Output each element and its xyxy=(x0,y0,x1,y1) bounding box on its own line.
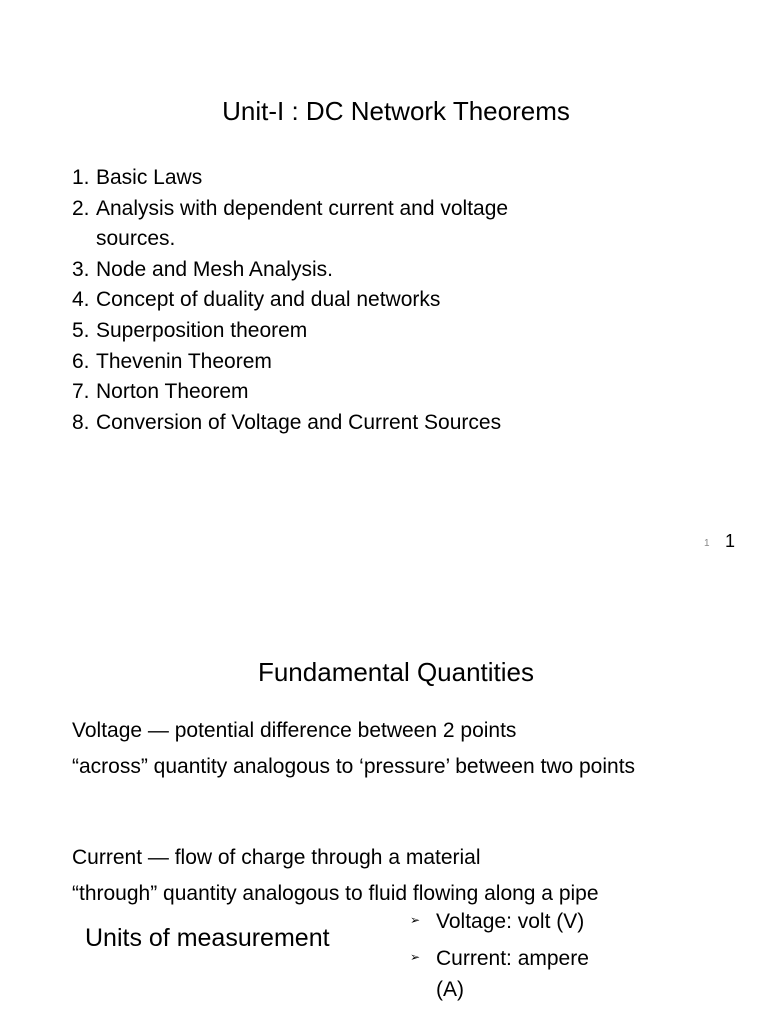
current-definition: Current — flow of charge through a material xyxy=(72,846,481,869)
list-item-number: 7. xyxy=(72,380,90,404)
list-item-text: Superposition theorem xyxy=(96,318,308,342)
list-item xyxy=(72,377,592,408)
slide-1-title: Unit-I : DC Network Theorems xyxy=(222,96,570,126)
list-item xyxy=(72,316,592,347)
slide-number-small: 1 xyxy=(704,538,710,549)
list-item-text: Voltage: volt (V) xyxy=(436,910,585,933)
list-item-number: 4. xyxy=(72,288,90,312)
list-item-number: 2. xyxy=(72,196,90,220)
list-item-text: Conversion of Voltage and Current Sources xyxy=(96,410,502,434)
slide-number: 1 xyxy=(725,531,736,551)
units-heading: Units of measurement xyxy=(85,924,330,952)
slide-2-title: Fundamental Quantities xyxy=(257,657,535,687)
list-item-number: 5. xyxy=(72,318,90,342)
list-item-number: 3. xyxy=(72,257,90,281)
list-item-text: Node and Mesh Analysis. xyxy=(96,257,333,281)
list-item xyxy=(72,408,592,439)
list-item-text: Thevenin Theorem xyxy=(96,349,272,373)
list-item-text: Analysis with dependent current and voltage sources. xyxy=(96,196,509,251)
list-item xyxy=(410,943,620,1005)
voltage-analogy: “across” quantity analogous to ‘pressure’ between two points xyxy=(72,755,636,778)
list-item xyxy=(72,255,592,286)
topic-list xyxy=(72,163,592,438)
list-item xyxy=(72,347,592,378)
units-list xyxy=(410,906,620,1011)
list-item-number: 8. xyxy=(72,410,90,434)
list-item xyxy=(72,163,592,194)
list-item-text: Norton Theorem xyxy=(96,380,249,404)
voltage-definition: Voltage — potential difference between 2 points xyxy=(72,719,517,742)
list-item-text: Current: ampere (A) xyxy=(436,947,589,1001)
arrow-bullet-icon: ➢ xyxy=(410,950,421,964)
list-item-text: Basic Laws xyxy=(96,166,203,189)
list-item xyxy=(72,285,592,316)
slide-2 xyxy=(0,576,768,1024)
current-analogy: “through” quantity analogous to fluid flowing along a pipe xyxy=(72,882,599,905)
list-item xyxy=(410,906,620,937)
list-item-text: Concept of duality and dual networks xyxy=(96,288,441,312)
list-item-number: 6. xyxy=(72,349,90,373)
arrow-bullet-icon: ➢ xyxy=(410,913,421,927)
list-item xyxy=(72,194,592,255)
list-item-number: 1. xyxy=(72,166,90,189)
